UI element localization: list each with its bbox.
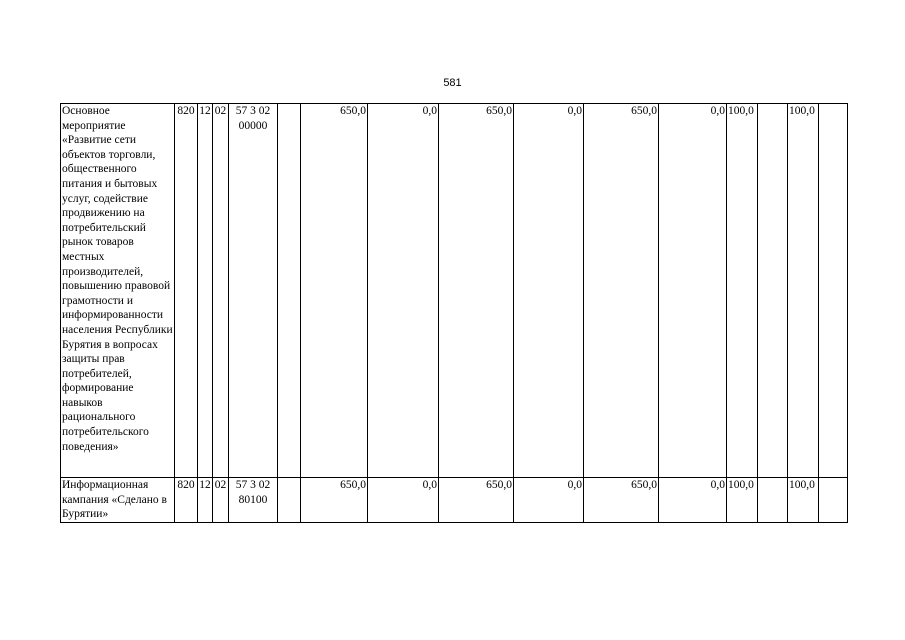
- expense-type-code: [278, 478, 301, 523]
- percent-cell: [819, 478, 848, 523]
- percent-cell: 100,0: [727, 104, 758, 478]
- table-row: [61, 104, 848, 478]
- amount-cell: 650,0: [301, 104, 368, 478]
- amount-cell: 0,0: [659, 478, 727, 523]
- amount-cell: 0,0: [514, 478, 584, 523]
- amount-cell: 0,0: [368, 104, 439, 478]
- subsection-code: 02: [213, 478, 229, 523]
- grbs-code: 820: [175, 104, 198, 478]
- amount-cell: 650,0: [439, 104, 514, 478]
- amount-cell: 0,0: [514, 104, 584, 478]
- target-article-code: 57 3 02 80100: [229, 478, 278, 523]
- section-code: 12: [198, 478, 213, 523]
- table-row: [61, 478, 848, 523]
- amount-cell: 0,0: [368, 478, 439, 523]
- amount-cell: 650,0: [584, 478, 659, 523]
- row-name: Основное мероприятие «Развитие сети объектов торговли, общественного питания и бытовых услуг, содействие продвижению на потребительский рынок товаров местных производителей, повышению правовой грамотности и информированности населения Республики Бурятия в вопросах защиты прав потребителей, формирование навыков рационального потребительского поведения»: [61, 104, 175, 478]
- amount-cell: 650,0: [584, 104, 659, 478]
- amount-cell: 650,0: [301, 478, 368, 523]
- section-code: 12: [198, 104, 213, 478]
- percent-cell: [758, 104, 788, 478]
- target-article-code: 57 3 02 00000: [229, 104, 278, 478]
- percent-cell: [758, 478, 788, 523]
- page-number: 581: [443, 77, 462, 89]
- amount-cell: 650,0: [439, 478, 514, 523]
- grbs-code: 820: [175, 478, 198, 523]
- budget-table: [60, 103, 848, 523]
- percent-cell: [819, 104, 848, 478]
- subsection-code: 02: [213, 104, 229, 478]
- expense-type-code: [278, 104, 301, 478]
- row-name: Информационная кампания «Сделано в Бурятии»: [61, 478, 175, 523]
- percent-cell: 100,0: [788, 478, 819, 523]
- amount-cell: 0,0: [659, 104, 727, 478]
- percent-cell: 100,0: [788, 104, 819, 478]
- percent-cell: 100,0: [727, 478, 758, 523]
